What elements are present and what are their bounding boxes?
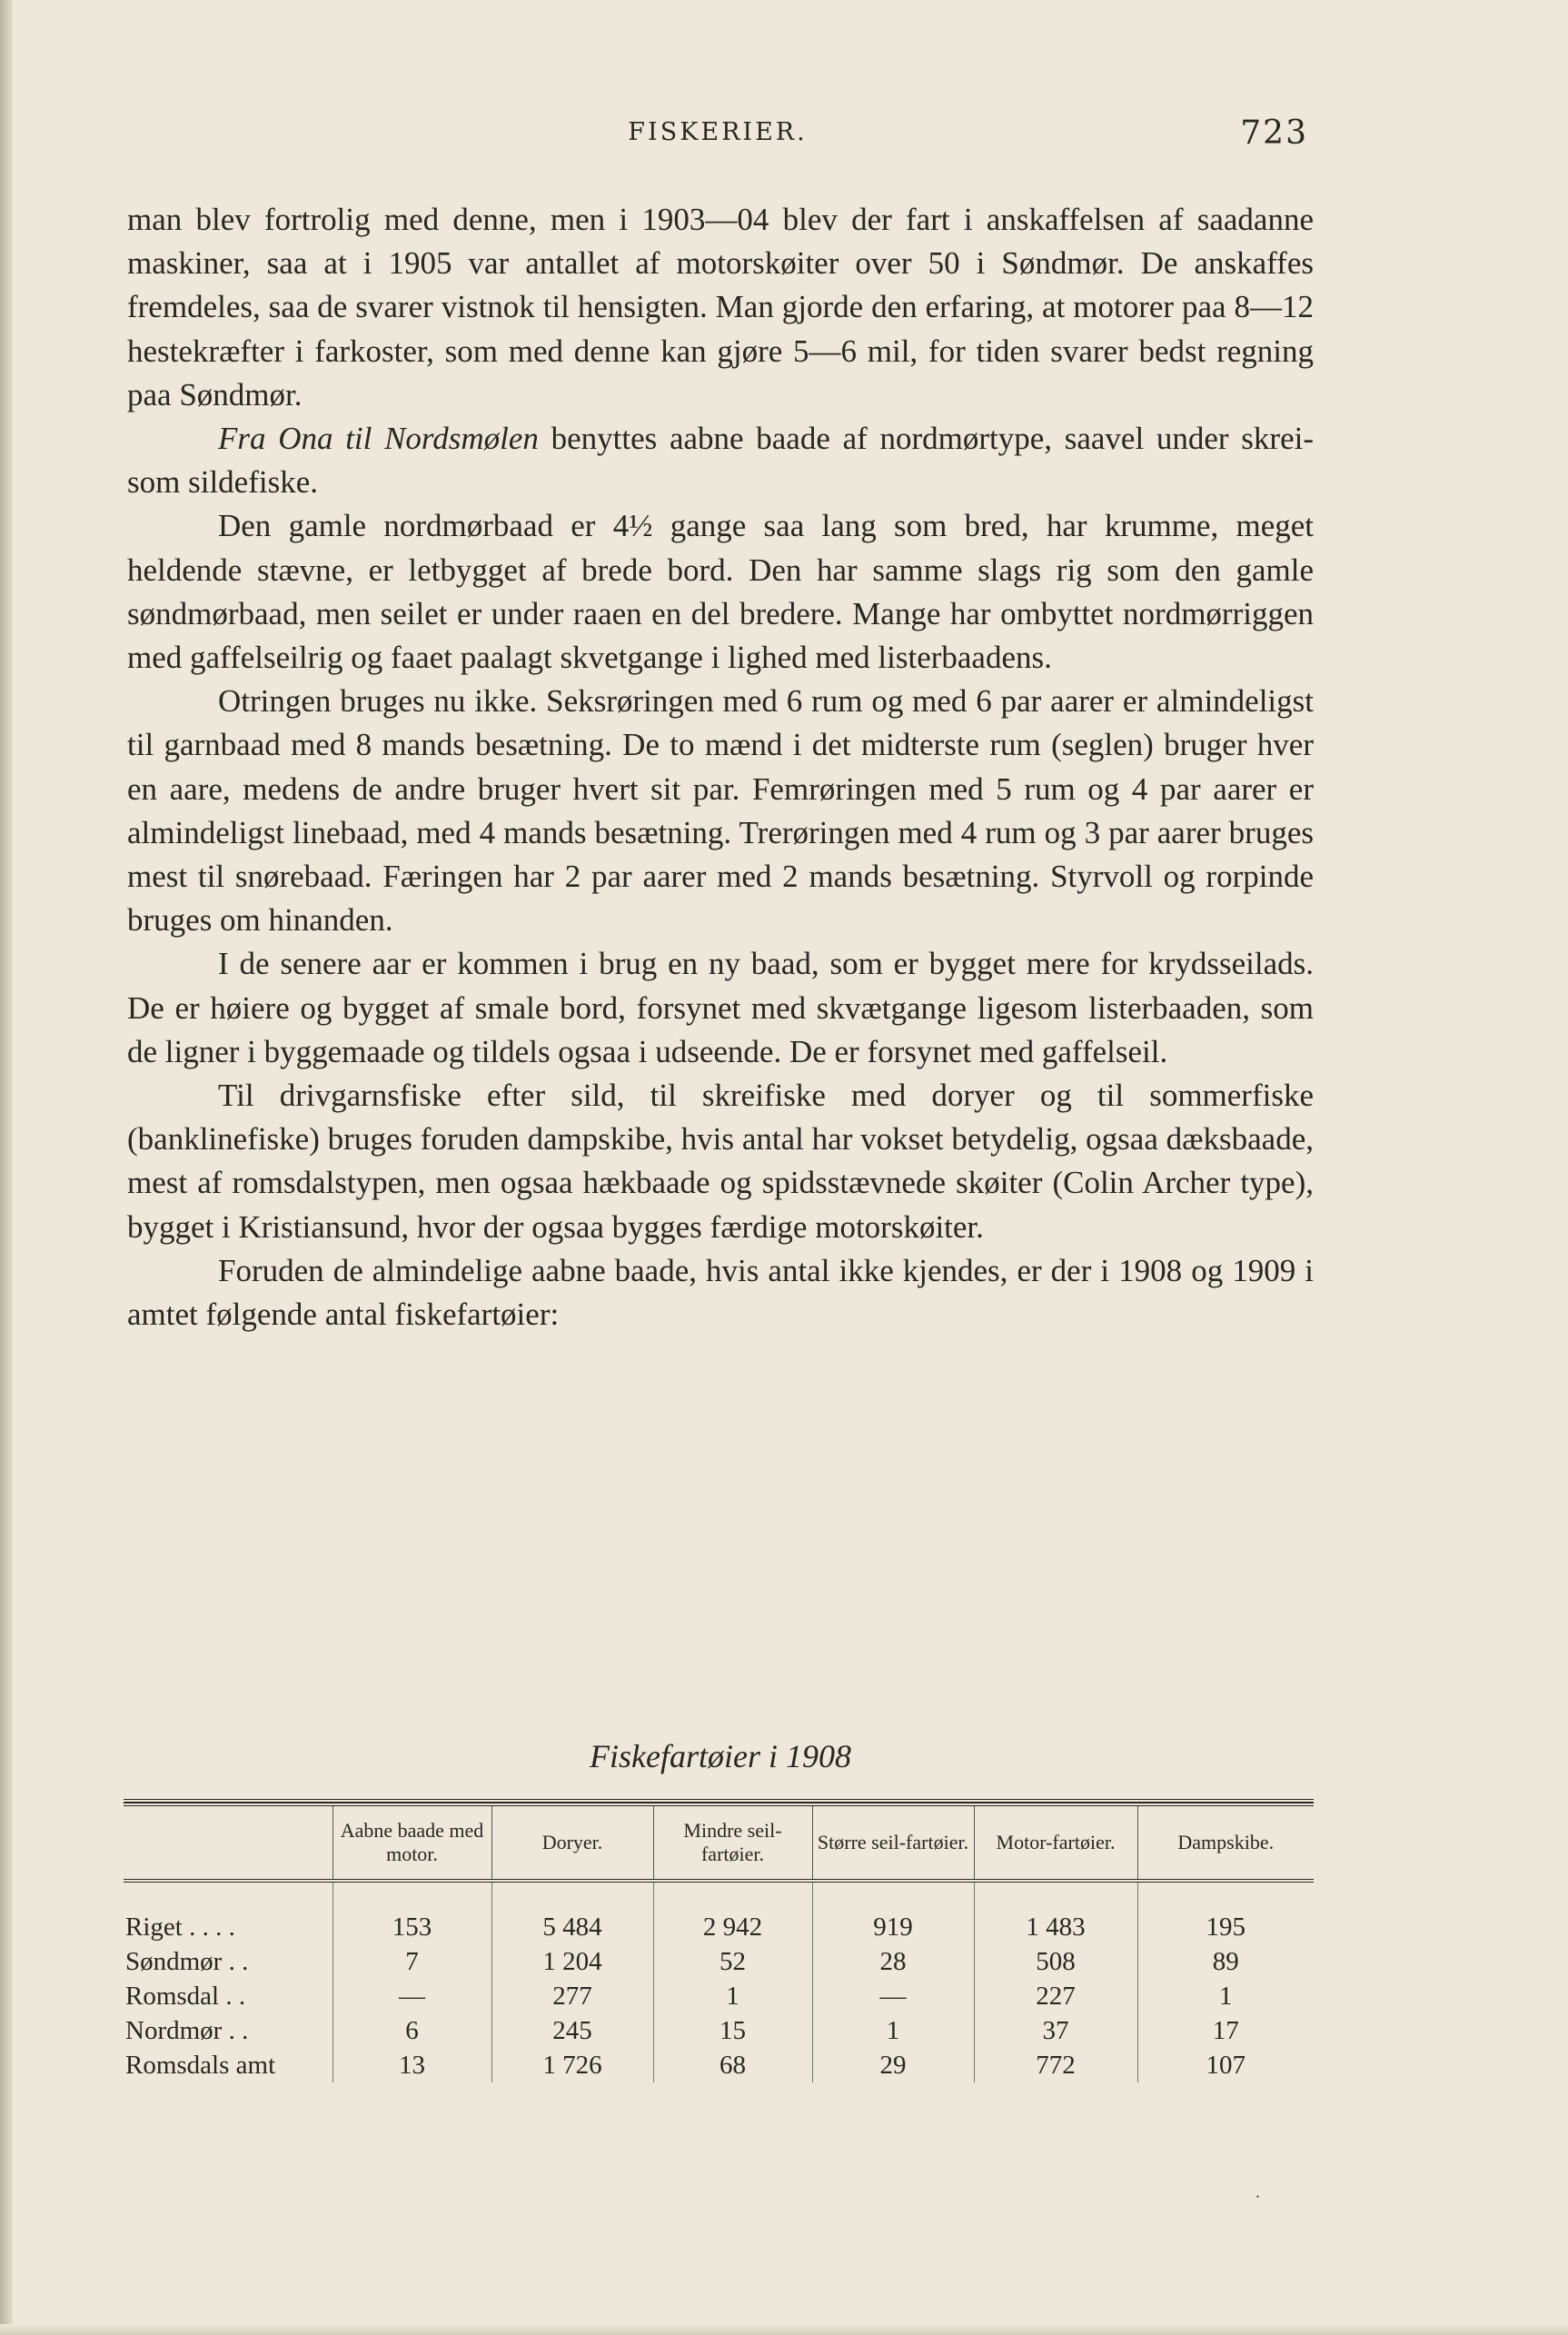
header-cell-motorfartoier: Motor-fartøier. — [974, 1804, 1137, 1881]
table-cell: 195 — [1137, 1910, 1314, 1944]
header-cell-label — [124, 1804, 332, 1881]
table-cell: 245 — [491, 2013, 653, 2048]
table-row — [124, 1910, 1314, 1944]
table-cell: 2 942 — [653, 1910, 812, 1944]
table-row — [124, 1979, 1314, 2013]
running-title: FISKERIER. — [628, 118, 808, 146]
table-cell: 1 483 — [974, 1910, 1137, 1944]
table-cell: 68 — [653, 2048, 812, 2082]
table-cell: 89 — [1137, 1944, 1314, 1979]
italic-lead: Fra Ona til Nordsmølen — [218, 421, 539, 457]
print-speck: · — [1255, 2188, 1261, 2205]
body-text — [127, 198, 1314, 1336]
paragraph: man blev fortrolig med denne, men i 1903—04 blev der fart i anskaffelsen af saadanne maskiner, saa at i 1905 var antallet af motorskøiter over 50 i Søndmør. De anskaffes fremdeles, saa de svarer vistnok til hensigten. Man gjorde den erfaring, at motorer paa 8—12 hestekræfter i farkoster, som med denne kan gjøre 5—6 mil, for tiden svarer bedst regning paa Søndmør. — [127, 202, 1314, 412]
table-cell: 153 — [332, 1910, 491, 1944]
table-cell: 1 726 — [491, 2048, 653, 2082]
table-caption: Fiskefartøier i 1908 — [590, 1738, 851, 1774]
page-number: 723 — [1240, 114, 1308, 152]
header-cell-mindre-seilfartoier: Mindre seil-fartøier. — [653, 1804, 812, 1881]
table-row — [124, 2013, 1314, 2048]
table-cell: 15 — [653, 2013, 812, 2048]
page-bottom-edge — [0, 2324, 1568, 2335]
header-cell-aabne-baade: Aabne baade med motor. — [332, 1804, 491, 1881]
table-cell: 107 — [1137, 2048, 1314, 2082]
table-cell: 1 — [653, 1979, 812, 2013]
table-cell: 508 — [974, 1944, 1137, 1979]
table-cell: 28 — [812, 1944, 974, 1979]
table-cell: 1 204 — [491, 1944, 653, 1979]
table-row — [124, 2048, 1314, 2082]
header-cell-storre-seilfartoier: Større seil-fartøier. — [812, 1804, 974, 1881]
table-cell: 7 — [332, 1944, 491, 1979]
row-label: Riget . . . . — [125, 1913, 235, 1942]
table-cell: 37 — [974, 2013, 1137, 2048]
table-cell: 1 — [812, 2013, 974, 2048]
paragraph — [127, 417, 1314, 504]
table-cell: 1 — [1137, 1979, 1314, 2013]
fishing-vessels-table — [124, 1799, 1314, 2082]
table-row — [124, 1944, 1314, 1979]
table-cell: 919 — [812, 1910, 974, 1944]
table-cell: 5 484 — [491, 1910, 653, 1944]
table-cell: 13 — [332, 2048, 491, 2082]
row-label: Romsdal . . — [125, 1982, 246, 2011]
paragraph-text: benyttes aabne baade af nordmørtype, saavel under skrei- som sildefiske. — [127, 421, 1314, 501]
table-cell: — — [812, 1979, 974, 2013]
table-cell: 17 — [1137, 2013, 1314, 2048]
row-label: Nordmør . . — [125, 2016, 249, 2045]
table-cell: 6 — [332, 2013, 491, 2048]
paragraph: Otringen bruges nu ikke. Seksrøringen med 6 rum og med 6 par aarer er almindeligst til garnbaad med 8 mands besætning. De to mænd i det midterste rum (seglen) bruger hver en aare, medens de andre bruger hvert sit par. Femrøringen med 5 rum og 4 par aarer er almindeligst linebaad, med 4 mands besætning. Trerøringen med 4 rum og 3 par aarer bruges mest til snørebaad. Færingen har 2 par aarer med 2 mands besætning. Styrvoll og rorpinde bruges om hinanden. — [127, 683, 1314, 939]
table-cell: 29 — [812, 2048, 974, 2082]
table-cell: 52 — [653, 1944, 812, 1979]
page-header — [127, 111, 1308, 156]
page-binding-edge — [0, 0, 13, 2335]
paragraph: I de senere aar er kommen i brug en ny baad, som er bygget mere for krydsseilads. De er høiere og bygget af smale bord, forsynet med skvætgange ligesom listerbaaden, som de ligner i byggemaade og tildels ogsaa i udseende. De er forsynet med gaffelseil. — [127, 946, 1314, 1069]
header-cell-dampskibe: Dampskibe. — [1137, 1804, 1314, 1881]
table-header-row — [124, 1804, 1314, 1881]
paragraph: Den gamle nordmørbaad er 4½ gange saa lang som bred, har krumme, meget heldende stævne, er letbygget af brede bord. Den har samme slags rig som den gamle søndmørbaad, men seilet er under raaen en del bredere. Mange har ombyttet nordmørriggen med gaffelseilrig og faaet paalagt skvetgange i lighed med listerbaadens. — [127, 508, 1314, 676]
table-spacer-row — [124, 1881, 1314, 1910]
paragraph: Til drivgarnsfiske efter sild, til skreifiske med doryer og til sommerfiske (banklinefiske) bruges foruden dampskibe, hvis antal har vokset betydelig, ogsaa dæksbaade, mest af romsdalstypen, men ogsaa hækbaade og spidsstævnede skøiter (Colin Archer type), bygget i Kristiansund, hvor der ogsaa bygges færdige motorskøiter. — [127, 1078, 1314, 1245]
table-cell: 277 — [491, 1979, 653, 2013]
table-cell: — — [332, 1979, 491, 2013]
row-label: Romsdals amt — [125, 2051, 276, 2080]
paragraph: Foruden de almindelige aabne baade, hvis antal ikke kjendes, er der i 1908 og 1909 i amtet følgende antal fiskefartøier: — [127, 1252, 1314, 1333]
header-cell-doryer: Doryer. — [491, 1804, 653, 1881]
row-label: Søndmør . . — [125, 1947, 249, 1976]
table-cell: 772 — [974, 2048, 1137, 2082]
table-cell: 227 — [974, 1979, 1137, 2013]
